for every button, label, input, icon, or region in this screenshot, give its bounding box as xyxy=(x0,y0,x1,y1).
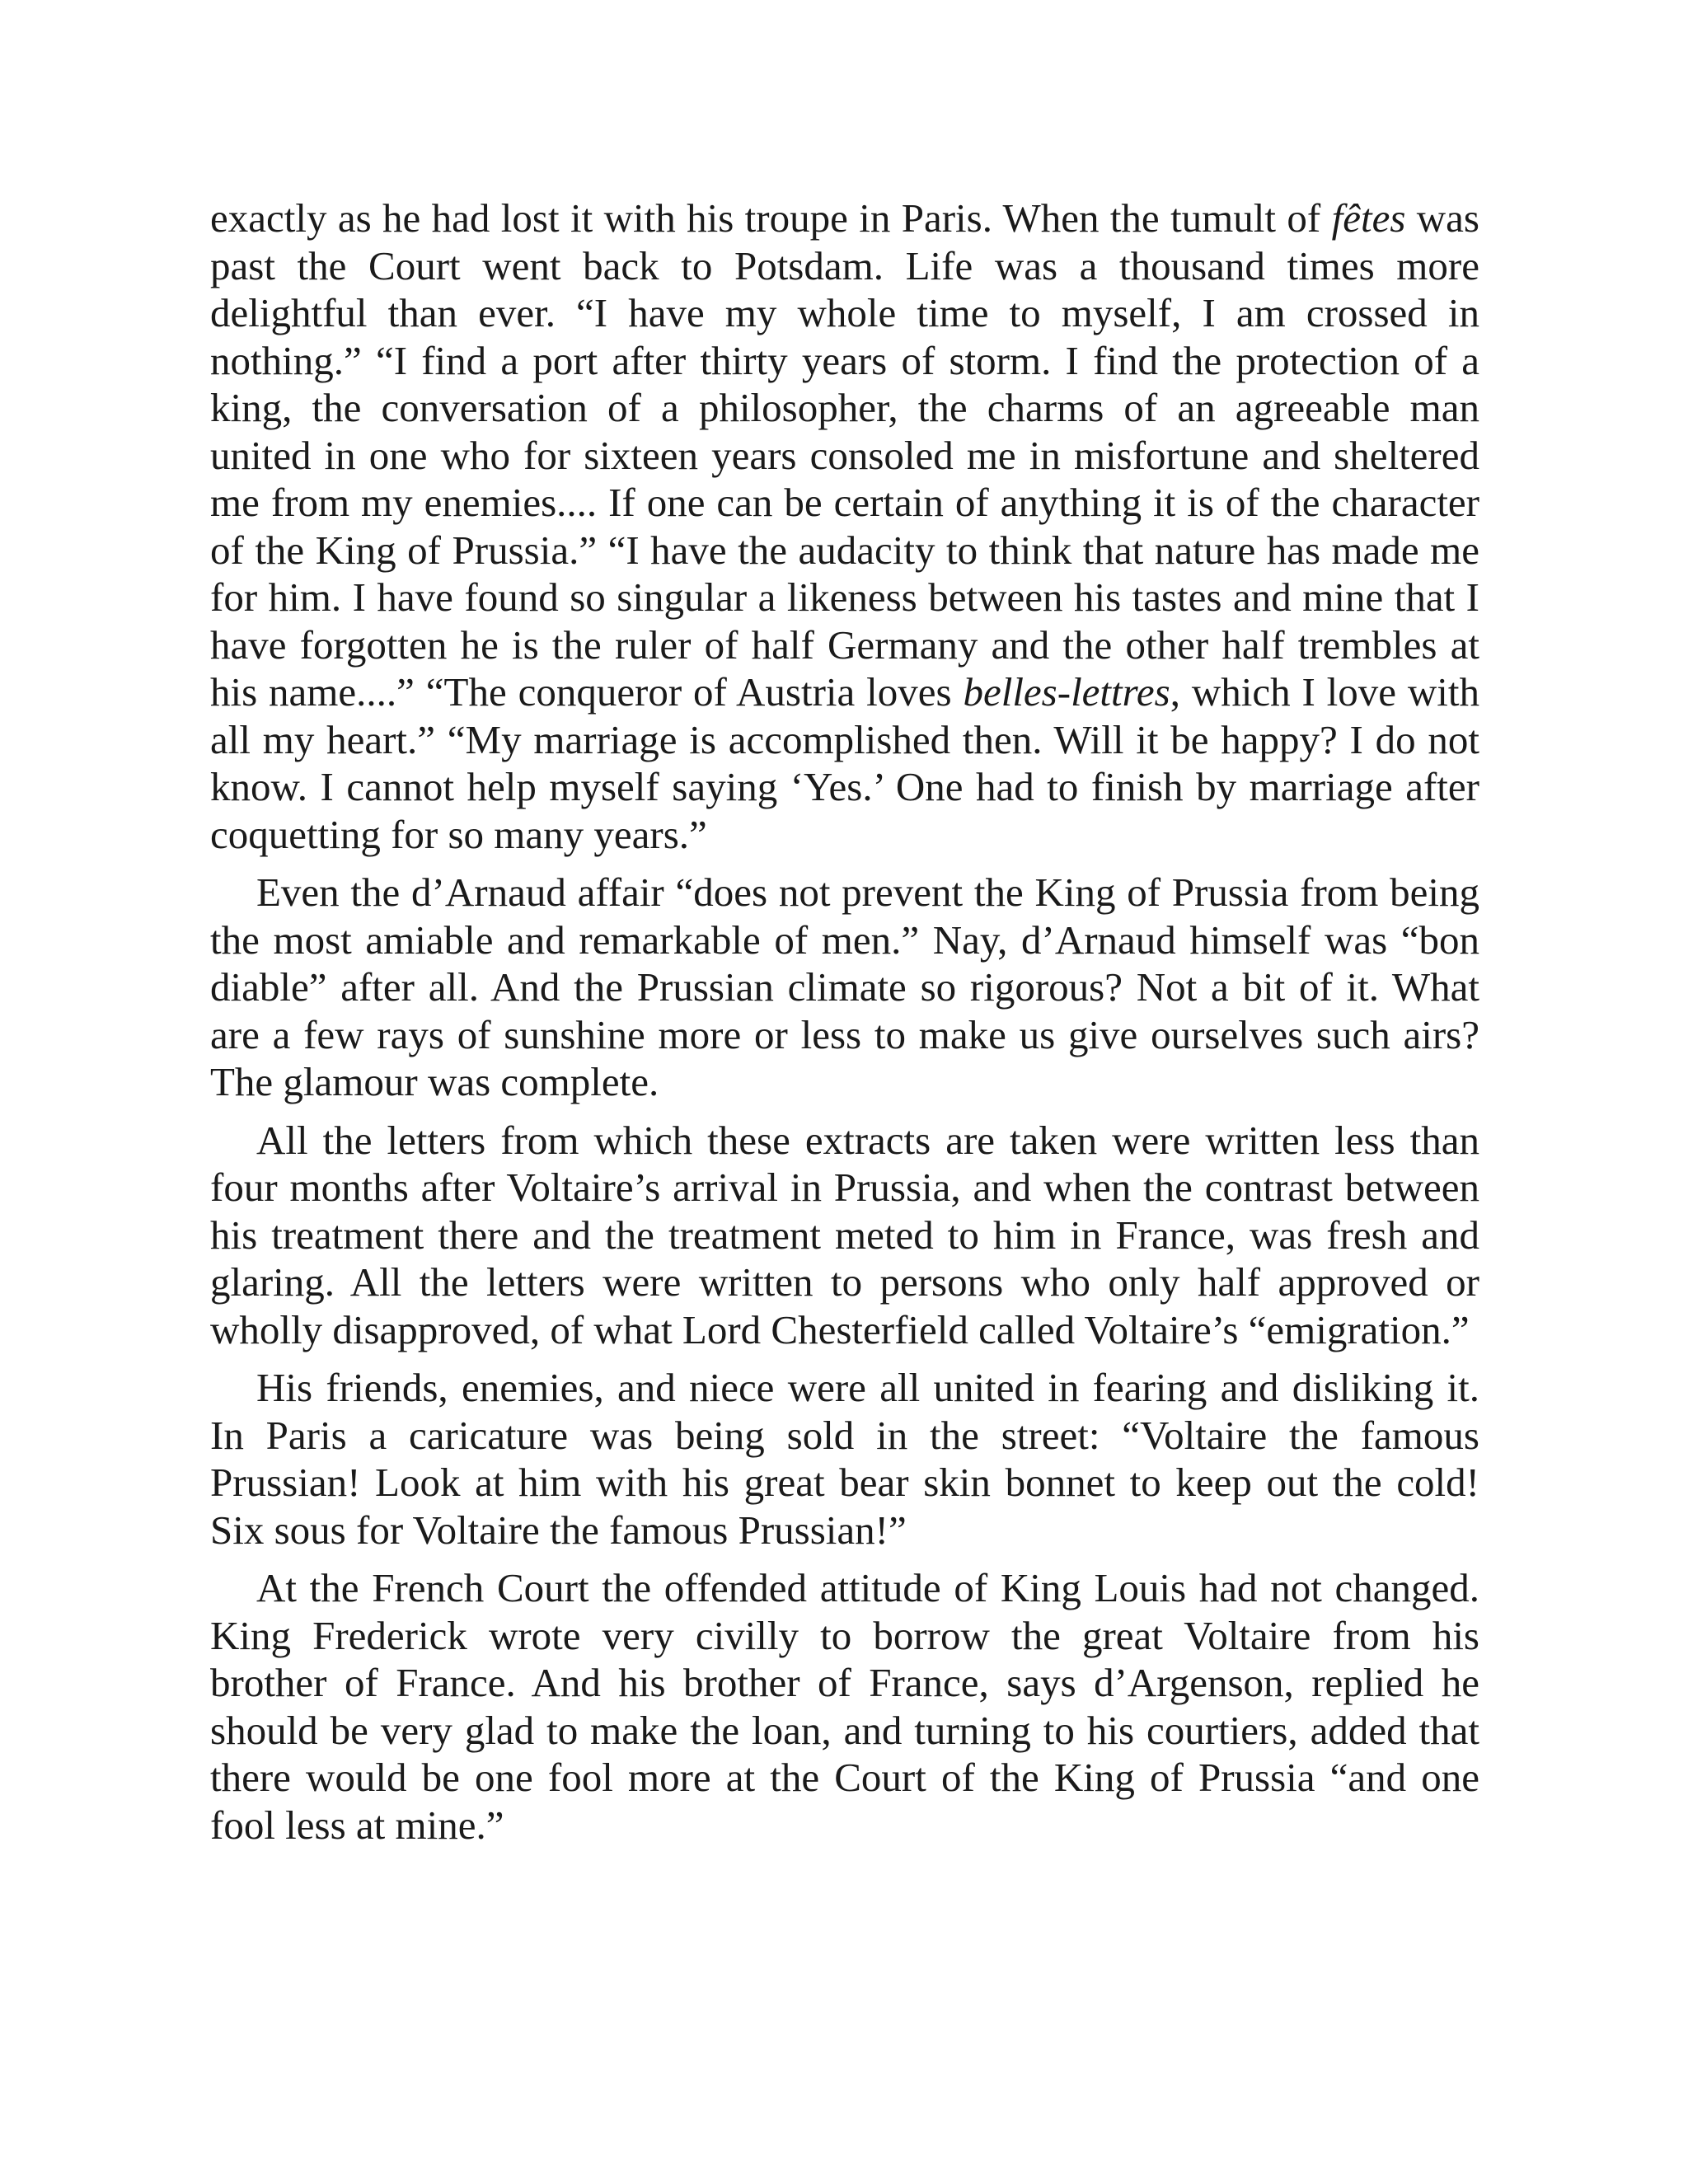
paragraph-1-italic-fetes: fêtes xyxy=(1331,195,1406,241)
paragraph-1-text-c: , which I love with all my heart.” “My marriage is accomplished then. Will it be happy? I do not know. I cannot help myself saying ‘Yes.’ One had to finish by marriage after coquetting for so many years.” xyxy=(210,669,1479,857)
paragraph-3: All the letters from which these extracts are taken were written less than four months after Voltaire’s arrival in Prussia, and when the contrast between his treatment there and the treatment meted to him in France, was fresh and glaring. All the letters were written to persons who only half approved or wholly disapproved, of what Lord Chesterfield called Voltaire’s “emigration.” xyxy=(210,1117,1479,1352)
paragraph-4: His friends, enemies, and niece were all united in fearing and disliking it. In Paris a caricature was being sold in the street: “Voltaire the famous Prussian! Look at him with his great bear skin bonnet to keep out the cold! Six sous for Voltaire the famous Prussian!” xyxy=(210,1365,1479,1553)
page-body xyxy=(210,194,1479,1859)
paragraph-1-text-b: was past the Court went back to Potsdam. Life was a thousand times more delightful than ever. “I have my whole time to myself, I am crossed in nothing.” “I find a port after thirty years of storm. I find the protection of a king, the conversation of a philosopher, the charms of an agreeable man united in one who for sixteen years consoled me in misfortune and sheltered me from my enemies.... If one can be certain of anything it is of the character of the King of Prussia.” “I have the audacity to think that nature has made me for him. I have found so singular a likeness between his tastes and mine that I have forgotten he is the ruler of half Germany and the other half trembles at his name....” “The conqueror of Austria loves xyxy=(210,195,1479,715)
paragraph-1-text-a: exactly as he had lost it with his troupe in Paris. When the tumult of xyxy=(210,195,1332,241)
paragraph-2: Even the d’Arnaud affair “does not prevent the King of Prussia from being the most amiable and remarkable of men.” Nay, d’Arnaud himself was “bon diable” after all. And the Prussian climate so rigorous? Not a bit of it. What are a few rays of sunshine more or less to make us give ourselves such airs? The glamour was complete. xyxy=(210,869,1479,1104)
paragraph-5: At the French Court the offended attitude of King Louis had not changed. King Frederick wrote very civilly to borrow the great Voltaire from his brother of France. And his brother of France, says d’Argenson, replied he should be very glad to make the loan, and turning to his courtiers, added that there would be one fool more at the Court of the King of Prussia “and one fool less at mine.” xyxy=(210,1565,1479,1848)
paragraph-1 xyxy=(210,194,1479,858)
paragraph-1-italic-belles-lettres: belles-lettres xyxy=(963,669,1170,715)
